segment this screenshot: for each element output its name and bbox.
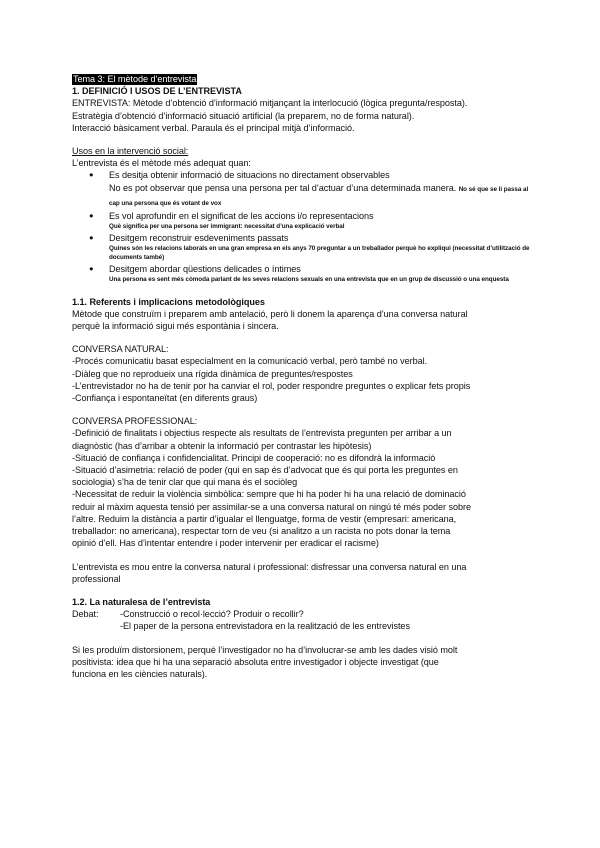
professional-conversation-line: -Necessitat de reduir la violència simbòlica: sempre que hi ha poder hi ha una relació de dominació	[72, 489, 466, 500]
natural-conversation-line: -Confiança i espontaneïtat (en diferents graus)	[72, 393, 258, 404]
list-item	[72, 263, 532, 285]
list-item	[72, 232, 532, 263]
uses-list	[72, 169, 532, 284]
definition-line: ENTREVISTA: Mètode d’obtenció d’informació mitjançant la interlocució (lògica pregunta/resposta).	[72, 98, 468, 109]
professional-conversation-line: sociologia) s’ha de tenir clar que qui mana és el sociòleg	[72, 477, 298, 488]
professional-conversation-heading: CONVERSA PROFESSIONAL:	[72, 416, 198, 427]
natural-conversation-line: -Procés comunicatiu basat especialment en la comunicació verbal, però també no verbal.	[72, 356, 428, 367]
bullet-note: Una persona es sent més còmoda parlant de les seves relacions sexuals en una entrevista que en un grup de discussió o una enquesta	[109, 276, 509, 284]
bullet-main: ● Es vol aprofundir en el significat de les accions i/o representacions	[109, 211, 374, 222]
bullet-note: Què significa per una persona ser immigrant: necessitat d’una explicació verbal	[109, 223, 345, 231]
section-heading-1: 1. DEFINICIÓ I USOS DE L’ENTREVISTA	[72, 86, 242, 97]
debate-line: -Construcció o recol·lecció? Produir o recollir?	[120, 609, 304, 620]
bullet-sub	[109, 182, 532, 210]
definition-line: Interacció bàsicament verbal. Paraula és el principal mitjà d’informació.	[72, 122, 355, 133]
natural-conversation-heading: CONVERSA NATURAL:	[72, 344, 169, 355]
topic-highlight: Tema 3: El mètode d’entrevista	[73, 74, 197, 84]
debate-line: -El paper de la persona entrevistadora en la realització de les entrevistes	[120, 621, 410, 632]
professional-conversation-line: treballador: no americana), respectar torn de veu (si analitzo a un racista no pots donar la tema	[72, 526, 451, 537]
professional-conversation-line: diagnòstic (has d’arribar a obtenir la informació per contrastar les hipòtesis)	[72, 440, 372, 451]
section-heading-1-1: 1.1. Referents i implicacions metodològiques	[72, 296, 265, 307]
professional-conversation-line: -Situació d’asimetria: relació de poder (qui en sap és d’advocat que és qui porta les preguntes en	[72, 465, 458, 476]
debate-block	[72, 608, 532, 620]
debate-label: Debat:	[72, 609, 99, 620]
paragraph-line: Si les produïm distorsionem, perquè l’investigador no ha d’involucrar-se amb les dades visió molt	[72, 644, 458, 655]
uses-intro: L’entrevista és el mètode més adequat quan:	[72, 158, 251, 169]
professional-conversation-line: opinió d’ell. Has d’intentar entendre i poder intervenir per eradicar el racisme)	[72, 538, 379, 549]
list-item	[72, 210, 532, 232]
professional-conversation-line: reduir al màxim aquesta tensió per assimilar-se a una conversa natural on ningú té més poder sobre	[72, 501, 471, 512]
uses-heading: Usos en la intervenció social:	[72, 146, 189, 157]
section-heading-1-2: 1.2. La naturalesa de l’entrevista	[72, 596, 211, 607]
list-item	[72, 169, 532, 210]
natural-conversation-line: -Diàleg que no reprodueix una rígida dinàmica de preguntes/respostes	[72, 368, 353, 379]
document-content	[72, 73, 532, 680]
bullet-main: ● Es desitja obtenir informació de situacions no directament observables	[109, 170, 390, 181]
paragraph-line: L’entrevista es mou entre la conversa natural i professional: disfressar una conversa natural en una	[72, 561, 467, 572]
paragraph-line: positivista: idea que hi ha una separació absoluta entre investigador i objecte investigat (que	[72, 656, 439, 667]
definition-line: Estratègia d’obtenció d’informació situació artificial (la preparem, no de forma natural).	[72, 110, 415, 121]
bullet-note: Quines són les relacions laborals en una gran empresa en els anys 70 preguntar a un treballador perquè ho expliqui (necessitat d’utilització de documents també)	[109, 244, 530, 262]
professional-conversation-line: l’altre. Reduim la distància a partir d’igualar el llenguatge, forma de vestir (empresari: americana,	[72, 513, 457, 524]
professional-conversation-line: -Situació de confiança i confidencialitat. Principi de cooperació: no es difondrà la informació	[72, 452, 436, 463]
topic-heading	[72, 73, 532, 85]
bullet-sub-text: No es pot observar que pensa una persona per tal d’actuar d’una determinada manera.	[109, 182, 457, 193]
natural-conversation-line: -L’entrevistador no ha de tenir por ha canviar el rol, poder respondre preguntes o explicar fets propis	[72, 380, 471, 391]
paragraph-line: funciona en les ciències naturals).	[72, 668, 208, 679]
bullet-main: ● Desitgem reconstruir esdeveniments passats	[109, 232, 289, 243]
paragraph-line: professional	[72, 573, 121, 584]
bullet-main: ● Desitgem abordar qüestions delicades o íntimes	[109, 263, 301, 274]
professional-conversation-line: -Definició de finalitats i objectius respecte als resultats de l’entrevista pregunten per arribar a un	[72, 428, 452, 439]
bullet-note: No sé que se li passa al cap una persona que és votant de vox	[109, 185, 529, 207]
paragraph-line: Mètode que construïm i preparem amb antelació, però li donem la aparença d’una conversa natural	[72, 308, 468, 319]
paragraph-line: perquè la informació sigui més espontània i sincera.	[72, 321, 279, 332]
